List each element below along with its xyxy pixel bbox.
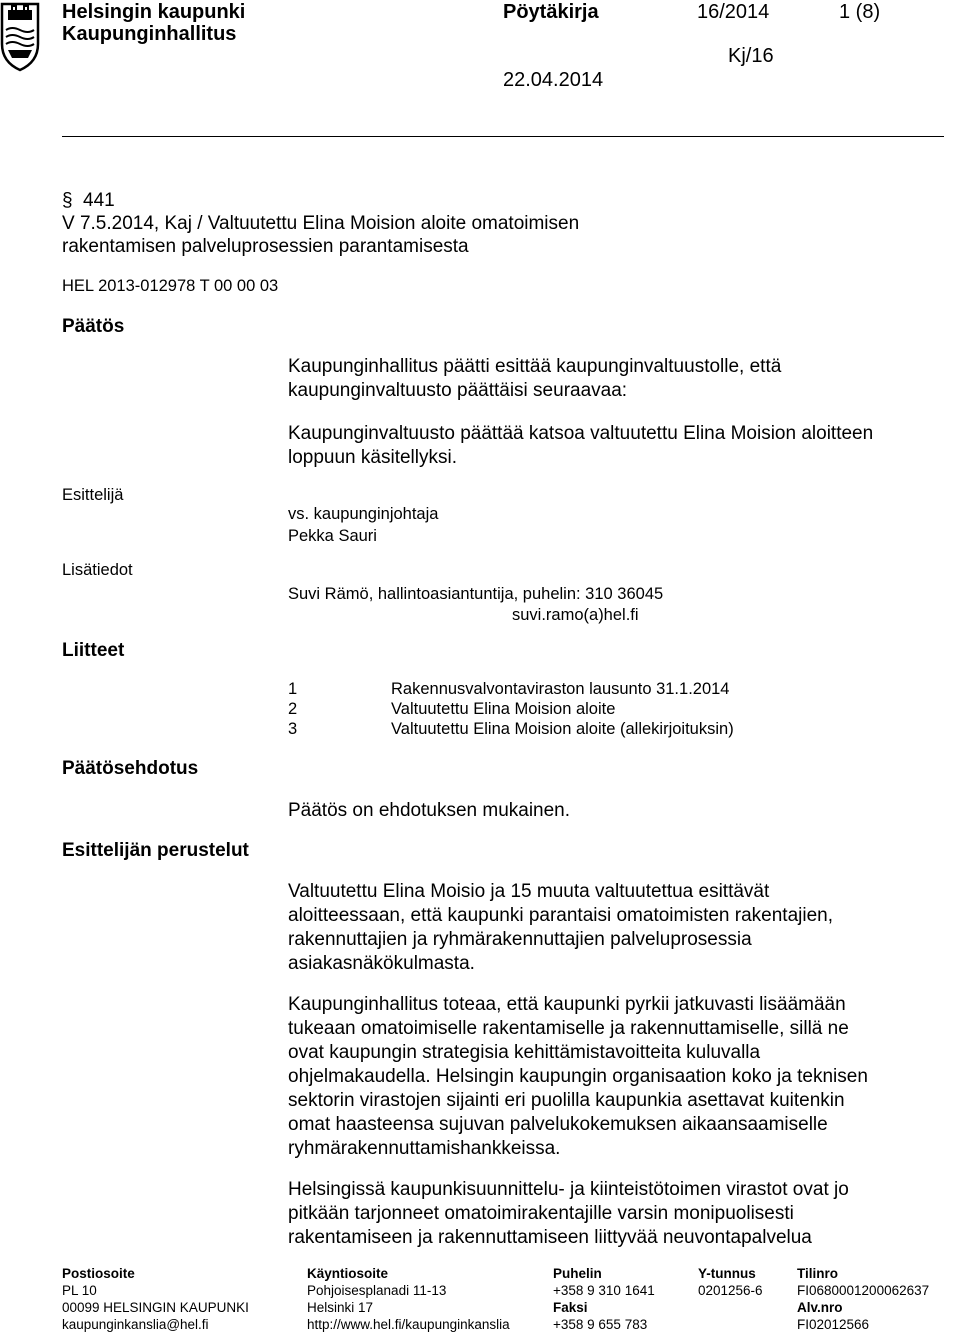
text-line: pitkään tarjonneet omatoimirakentajille varsin monipuolisesti xyxy=(288,1203,794,1224)
text-line: aloitteessaan, että kaupunki parantaisi omatoimisten rakentajien, xyxy=(288,905,833,926)
item-title-line: V 7.5.2014, Kaj / Valtuutettu Elina Moision aloite omatoimisen xyxy=(62,213,580,234)
attachment-title: Valtuutettu Elina Moision aloite xyxy=(391,700,616,718)
meeting-date: 22.04.2014 xyxy=(503,69,604,91)
text-line: Kaupunginhallitus toteaa, että kaupunki pyrkii jatkuvasti lisäämään xyxy=(288,994,846,1015)
text-line: kaupunginvaltuusto päättäisi seuraavaa: xyxy=(288,380,628,401)
header-divider xyxy=(62,136,944,137)
text-line: Kaupunginhallitus päätti esittää kaupunginvaltuustolle, että xyxy=(288,356,782,377)
footer-heading: Y-tunnus xyxy=(698,1266,756,1281)
info-label: Lisätiedot xyxy=(62,561,133,579)
footer-heading: Puhelin xyxy=(553,1266,602,1281)
presenter-title: vs. kaupunginjohtaja xyxy=(288,505,439,523)
text-line: ryhmärakennuttamishankkeissa. xyxy=(288,1138,561,1159)
section-icon: § xyxy=(62,190,73,211)
city-crest-logo xyxy=(0,0,40,72)
decision-heading: Päätös xyxy=(62,316,125,337)
text-line: Kaupunginvaltuusto päättää katsoa valtuutettu Elina Moision aloitteen xyxy=(288,423,874,444)
footer-heading: Käyntiosoite xyxy=(307,1266,389,1281)
footer-visit xyxy=(307,1265,510,1333)
attachment-number: 2 xyxy=(288,700,298,718)
footer-line: 00099 HELSINGIN KAUPUNKI xyxy=(62,1300,249,1315)
footer-ytunnus xyxy=(698,1265,763,1299)
text-line: omat haasteensa sujuvan palvelukokemuksen aikaansaamiselle xyxy=(288,1114,828,1135)
page-number: 1 (8) xyxy=(839,1,881,23)
text-line: tukeaan omatoimiselle rakentamiselle ja rakennuttamiselle, sillä ne xyxy=(288,1018,849,1039)
footer-line: Helsinki 17 xyxy=(307,1300,374,1315)
footer-web-link[interactable]: http://www.hel.fi/kaupunginkanslia xyxy=(307,1317,510,1332)
reasoning-heading: Esittelijän perustelut xyxy=(62,840,249,861)
text-line: asiakasnäkökulmasta. xyxy=(288,953,475,974)
document-type: Pöytäkirja xyxy=(503,1,599,23)
footer-line: Pohjoisesplanadi 11-13 xyxy=(307,1283,447,1298)
footer-line: +358 9 655 783 xyxy=(553,1317,648,1332)
decision-text xyxy=(288,355,781,403)
footer-line: FI02012566 xyxy=(797,1317,870,1332)
footer-heading: Faksi xyxy=(553,1300,588,1315)
attachment-number: 3 xyxy=(288,720,298,738)
reasoning-paragraph xyxy=(288,880,833,976)
attachment-number: 1 xyxy=(288,680,298,698)
footer-phone xyxy=(553,1265,655,1333)
footer-heading: Postiosoite xyxy=(62,1266,135,1281)
reasoning-paragraph xyxy=(288,1178,849,1250)
text-line: Valtuutettu Elina Moisio ja 15 muuta valtuutettua esittävät xyxy=(288,881,770,902)
footer-heading: Tilinro xyxy=(797,1266,839,1281)
attachment-title: Rakennusvalvontaviraston lausunto 31.1.2014 xyxy=(391,680,730,698)
footer-line: 0201256-6 xyxy=(698,1283,763,1298)
footer-heading: Alv.nro xyxy=(797,1300,843,1315)
attachments-heading: Liitteet xyxy=(62,640,125,661)
decision-proposal xyxy=(288,422,873,470)
footer-line: +358 9 310 1641 xyxy=(553,1283,655,1298)
footer-postal xyxy=(62,1265,249,1333)
item-number: 441 xyxy=(83,190,115,211)
contact-email: suvi.ramo(a)hel.fi xyxy=(512,606,639,624)
text-line: sektorin virastojen sijainti eri puolilla kaupunkia asettavat kuitenkin xyxy=(288,1090,845,1111)
contact-line: Suvi Rämö, hallintoasiantuntija, puhelin: 310 36045 xyxy=(288,585,664,603)
proposal-text: Päätös on ehdotuksen mukainen. xyxy=(288,800,571,821)
attachment-title: Valtuutettu Elina Moision aloite (allekirjoituksin) xyxy=(391,720,734,738)
reference-code: Kj/16 xyxy=(728,45,774,67)
footer-line: FI0680001200062637 xyxy=(797,1283,930,1298)
text-line: rakennuttajien ja ryhmärakennuttajien palveluprosessia xyxy=(288,929,752,950)
org-name: Helsingin kaupunki xyxy=(62,1,246,23)
text-line: ohjelmakaudella. Helsingin kaupungin organisaation koko ja teknisen xyxy=(288,1066,868,1087)
proposal-heading: Päätösehdotus xyxy=(62,758,199,779)
body-name: Kaupunginhallitus xyxy=(62,23,237,45)
footer-email-link[interactable]: kaupunginkanslia@hel.fi xyxy=(62,1317,209,1332)
text-line: Helsingissä kaupunkisuunnittelu- ja kiinteistötoimen virastot ovat jo xyxy=(288,1179,849,1200)
footer-line: PL 10 xyxy=(62,1283,97,1298)
item-title-line: rakentamisen palveluprosessien parantamisesta xyxy=(62,236,469,257)
text-line: loppuun käsitellyksi. xyxy=(288,447,457,468)
footer-account xyxy=(797,1265,929,1333)
reasoning-paragraph xyxy=(288,993,868,1161)
presenter-label: Esittelijä xyxy=(62,486,124,504)
presenter-name: Pekka Sauri xyxy=(288,527,377,545)
text-line: ovat kaupungin strategisia kehittämistavoitteita kuluvalla xyxy=(288,1042,761,1063)
text-line: rakentamiseen ja rakennuttamiseen liittyvää neuvontapalvelua xyxy=(288,1227,812,1248)
case-id: HEL 2013-012978 T 00 00 03 xyxy=(62,277,279,295)
minutes-number: 16/2014 xyxy=(697,1,770,23)
